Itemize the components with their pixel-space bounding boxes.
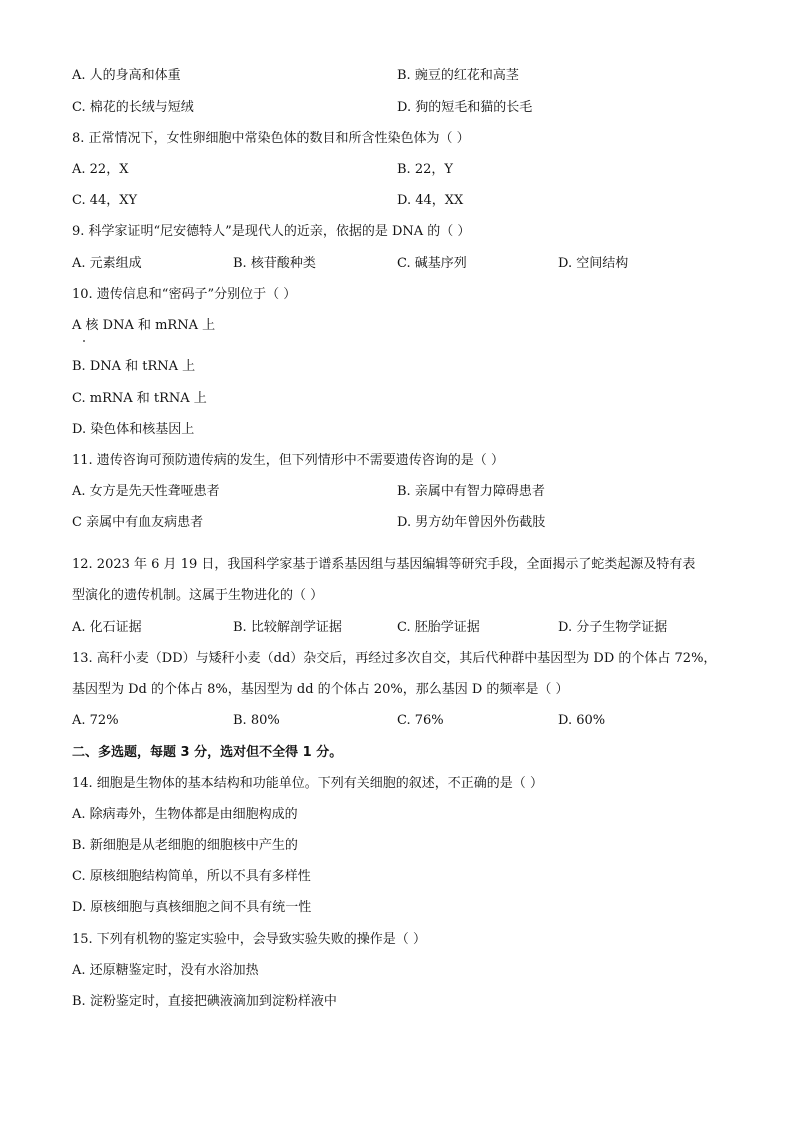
question-text: 11. 遗传咨询可预防遗传病的发生，但下列情形中不需要遗传咨询的是（ ） bbox=[72, 453, 504, 468]
option-text: D. 60% bbox=[558, 713, 606, 728]
question-text: A 核 DNA 和 mRNA 上 bbox=[72, 318, 216, 333]
question-text: D. 原核细胞与真核细胞之间不具有统一性 bbox=[72, 900, 312, 915]
question-text: 15. 下列有机物的鉴定实验中，会导致实验失败的操作是（ ） bbox=[72, 932, 426, 947]
option-text: C 亲属中有血友病患者 bbox=[72, 515, 204, 530]
option-text: D. 44，XX bbox=[397, 193, 464, 208]
option-text: B. 豌豆的红花和高茎 bbox=[397, 68, 519, 83]
stray-dot-mark bbox=[83, 340, 85, 342]
option-text: B. 核苷酸种类 bbox=[233, 256, 316, 271]
question-text: A. 除病毒外，生物体都是由细胞构成的 bbox=[72, 807, 298, 822]
question-text: C. 原核细胞结构简单，所以不具有多样性 bbox=[72, 869, 311, 884]
option-text: B. 80% bbox=[233, 713, 280, 728]
option-text: A. 人的身高和体重 bbox=[72, 68, 181, 83]
question-text: A. 还原糖鉴定时，没有水浴加热 bbox=[72, 963, 259, 978]
option-text: A. 化石证据 bbox=[72, 620, 142, 635]
question-text: B. 新细胞是从老细胞的细胞核中产生的 bbox=[72, 838, 298, 853]
question-text: B. DNA 和 tRNA 上 bbox=[72, 359, 196, 374]
option-text: D. 狗的短毛和猫的长毛 bbox=[397, 100, 533, 115]
option-text: C. 碱基序列 bbox=[397, 256, 467, 271]
question-text: D. 染色体和核基因上 bbox=[72, 422, 195, 437]
option-text: A. 22，X bbox=[72, 162, 129, 177]
question-text: 型演化的遗传机制。这属于生物进化的（ ） bbox=[72, 588, 324, 603]
question-text: 9. 科学家证明“尼安德特人”是现代人的近亲，依据的是 DNA 的（ ） bbox=[72, 224, 471, 239]
option-text: B. 亲属中有智力障碍患者 bbox=[397, 484, 545, 499]
option-text: A. 72% bbox=[72, 713, 119, 728]
option-text: C. 44，XY bbox=[72, 193, 138, 208]
question-text: 13. 高秆小麦（DD）与矮秆小麦（dd）杂交后，再经过多次自交，其后代种群中基因型为 DD 的个体占 72%， bbox=[72, 651, 717, 666]
question-text: 10. 遗传信息和“密码子”分别位于（ ） bbox=[72, 287, 297, 302]
question-text: 8. 正常情况下，女性卵细胞中常染色体的数目和所含性染色体为（ ） bbox=[72, 131, 470, 146]
question-text: 14. 细胞是生物体的基本结构和功能单位。下列有关细胞的叙述，不正确的是（ ） bbox=[72, 776, 543, 791]
option-text: D. 空间结构 bbox=[558, 256, 629, 271]
section-heading: 二、多选题，每题 3 分，选对但不全得 1 分。 bbox=[72, 745, 343, 760]
option-text: B. 比较解剖学证据 bbox=[233, 620, 342, 635]
question-text: 基因型为 Dd 的个体占 8%，基因型为 dd 的个体占 20%，那么基因 D 的频率是（ ） bbox=[72, 682, 569, 697]
option-text: A. 女方是先天性聋哑患者 bbox=[72, 484, 220, 499]
option-text: D. 分子生物学证据 bbox=[558, 620, 668, 635]
option-text: D. 男方幼年曾因外伤截肢 bbox=[397, 515, 546, 530]
question-text: C. mRNA 和 tRNA 上 bbox=[72, 391, 207, 406]
option-text: C. 76% bbox=[397, 713, 444, 728]
option-text: B. 22，Y bbox=[397, 162, 453, 177]
option-text: C. 胚胎学证据 bbox=[397, 620, 480, 635]
option-text: A. 元素组成 bbox=[72, 256, 142, 271]
question-text: 12. 2023 年 6 月 19 日，我国科学家基于谱系基因组与基因编辑等研究手段，全面揭示了蛇类起源及特有表 bbox=[72, 557, 696, 572]
option-text: C. 棉花的长绒与短绒 bbox=[72, 100, 194, 115]
question-text: B. 淀粉鉴定时，直接把碘液滴加到淀粉样液中 bbox=[72, 994, 337, 1009]
